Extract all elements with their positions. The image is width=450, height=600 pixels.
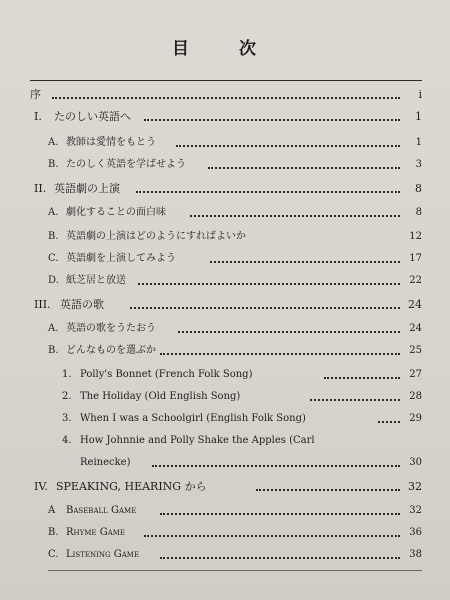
dot-leader	[144, 119, 400, 121]
entry-label: The Holiday (Old English Song)	[80, 391, 241, 402]
entry-page: 3	[415, 159, 422, 170]
entry-label: 英語劇を上演してみよう	[66, 253, 176, 264]
toc-entry-song	[62, 432, 422, 450]
toc-entry-section	[48, 546, 422, 564]
entry-page: 8	[415, 182, 422, 195]
toc-entry-section	[48, 204, 422, 222]
entry-label: Reinecke)	[80, 457, 131, 468]
entry-label: たのしく英語を学ばせよう	[66, 159, 186, 170]
toc-entry-section	[48, 250, 422, 268]
entry-number: B.	[48, 345, 59, 356]
entry-page: 12	[409, 231, 422, 242]
entry-page: 27	[409, 369, 422, 380]
toc-entry-song	[62, 388, 422, 406]
dot-leader	[144, 535, 400, 537]
entry-page: 30	[409, 457, 422, 468]
entry-number: B.	[48, 231, 59, 242]
entry-page: 1	[415, 137, 422, 148]
entry-label: How Johnnie and Polly Shake the Apples (Carl	[80, 435, 315, 446]
toc-entry-section	[48, 228, 422, 246]
dot-leader	[136, 191, 400, 193]
page-title: 目 次	[172, 39, 278, 59]
dot-leader	[190, 215, 400, 217]
header-rule	[30, 80, 422, 81]
toc-entry-section	[48, 156, 422, 174]
toc-entry-song	[62, 410, 422, 428]
entry-page: 29	[409, 413, 422, 424]
entry-number: 序	[30, 88, 41, 101]
dot-leader	[310, 399, 400, 401]
entry-number: II.	[34, 182, 47, 195]
entry-number: B.	[48, 527, 59, 538]
entry-page: i	[418, 88, 422, 101]
dot-leader	[324, 377, 400, 379]
toc-entry-section	[48, 524, 422, 542]
entry-number: I.	[34, 110, 42, 123]
dot-leader	[160, 557, 400, 559]
dot-leader	[208, 167, 400, 169]
entry-label: Baseball Game	[66, 505, 137, 516]
entry-page: 28	[409, 391, 422, 402]
entry-label: どんなものを選ぶか	[66, 345, 156, 356]
entry-number: A.	[48, 137, 59, 148]
entry-label: 教師は愛情をもとう	[66, 137, 156, 148]
entry-label: Polly's Bonnet (French Folk Song)	[80, 369, 253, 380]
entry-page: 1	[415, 110, 422, 123]
toc-entry-chapter	[34, 478, 422, 496]
entry-page: 24	[408, 298, 422, 311]
entry-label: 英語劇の上演	[54, 182, 120, 195]
entry-label: Listening Game	[66, 549, 140, 560]
dot-leader	[378, 421, 400, 423]
entry-label: SPEAKING, HEARING から	[56, 480, 207, 493]
dot-leader	[130, 307, 400, 309]
toc-entry-section	[48, 320, 422, 338]
dot-leader	[178, 331, 400, 333]
entry-number: C.	[48, 253, 59, 264]
entry-number: 3.	[62, 413, 72, 424]
entry-number: 2.	[62, 391, 72, 402]
entry-page: 36	[409, 527, 422, 538]
entry-label: When I was a Schoolgirl (English Folk Song)	[80, 413, 306, 424]
toc-entry-section	[48, 502, 422, 520]
entry-page: 24	[409, 323, 422, 334]
entry-page: 17	[409, 253, 422, 264]
toc-entry-section	[48, 134, 422, 152]
dot-leader	[160, 353, 400, 355]
entry-label: 紙芝居と放送	[66, 275, 126, 286]
toc-entry-chapter	[34, 296, 422, 314]
toc-entry-section	[48, 272, 422, 290]
entry-number: A.	[48, 323, 59, 334]
dot-leader	[256, 489, 400, 491]
entry-label: 英語の歌	[60, 298, 104, 311]
entry-page: 38	[409, 549, 422, 560]
footer-rule	[48, 570, 422, 571]
toc-entry-song	[62, 366, 422, 384]
entry-number: C.	[48, 549, 59, 560]
entry-page: 22	[409, 275, 422, 286]
entry-number: 4.	[62, 435, 72, 446]
entry-number: A	[48, 505, 56, 516]
toc-entry-chapter	[34, 180, 422, 198]
entry-page: 25	[409, 345, 422, 356]
dot-leader	[52, 97, 400, 99]
dot-leader	[138, 283, 400, 285]
entry-label: 英語劇の上演はどのようにすればよいか	[66, 231, 246, 242]
entry-number: III.	[34, 298, 51, 311]
entry-label: 英語の歌をうたおう	[66, 323, 156, 334]
entry-label: たのしい英語へ	[54, 110, 131, 123]
entry-number: B.	[48, 159, 59, 170]
entry-page: 32	[409, 505, 422, 516]
dot-leader	[152, 465, 400, 467]
entry-number: A.	[48, 207, 59, 218]
entry-label: 劇化することの面白味	[66, 207, 166, 218]
toc-entry-preface	[30, 86, 422, 104]
dot-leader	[176, 145, 400, 147]
entry-page: 8	[415, 207, 422, 218]
entry-number: IV.	[34, 480, 48, 493]
entry-page: 32	[408, 480, 422, 493]
entry-number: D.	[48, 275, 59, 286]
entry-number: 1.	[62, 369, 72, 380]
toc-entry-chapter	[34, 108, 422, 126]
toc-entry-section	[48, 342, 422, 360]
dot-leader	[210, 261, 400, 263]
entry-label: Rhyme Game	[66, 527, 126, 538]
toc-entry-song-continued	[62, 454, 422, 472]
dot-leader	[160, 513, 400, 515]
